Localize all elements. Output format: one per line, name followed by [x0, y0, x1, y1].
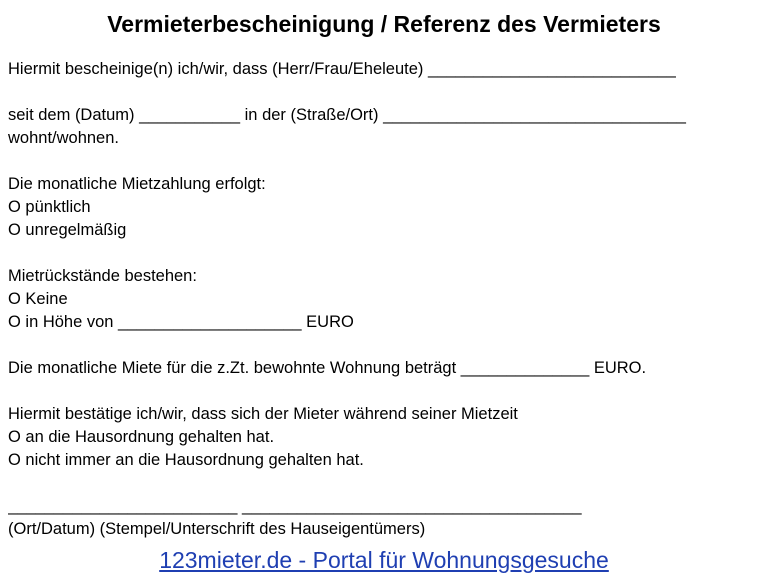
spacer	[8, 472, 760, 495]
document-title: Vermieterbescheinigung / Referenz des Vermieters	[107, 11, 661, 37]
spacer	[8, 380, 760, 403]
arrears-heading: Mietrückstände bestehen:	[8, 267, 197, 285]
option-rules-kept: O an die Hausordnung gehalten hat.	[8, 428, 275, 446]
residence-statement: wohnt/wohnen.	[8, 129, 119, 147]
document-body	[8, 58, 760, 541]
signature-caption: (Ort/Datum) (Stempel/Unterschrift des Hauseigentümers)	[8, 520, 426, 538]
option-rules-not-kept: O nicht immer an die Hausordnung gehalten hat.	[8, 451, 364, 469]
footer-portal-link[interactable]: 123mieter.de - Portal für Wohnungsgesuche	[159, 547, 609, 573]
option-arrears-amount: O in Höhe von ____________________ EURO	[8, 313, 354, 331]
option-irregular: O unregelmäßig	[8, 221, 127, 239]
residence-since-line: seit dem (Datum) ___________ in der (Straße/Ort) _________________________________	[8, 106, 686, 124]
spacer	[8, 242, 760, 265]
house-rules-heading: Hiermit bestätige ich/wir, dass sich der Mieter während seiner Mietzeit	[8, 405, 518, 423]
spacer	[8, 334, 760, 357]
tenant-name-line: Hiermit bescheinige(n) ich/wir, dass (Herr/Frau/Eheleute) ___________________________	[8, 60, 676, 78]
signature-lines: _________________________ _____________________________________	[8, 497, 582, 515]
rent-payment-heading: Die monatliche Mietzahlung erfolgt:	[8, 175, 266, 193]
monthly-rent-line: Die monatliche Miete für die z.Zt. bewohnte Wohnung beträgt ______________ EURO.	[8, 359, 647, 377]
spacer	[8, 150, 760, 173]
option-no-arrears: O Keine	[8, 290, 68, 308]
option-punctual: O pünktlich	[8, 198, 91, 216]
spacer	[8, 81, 760, 104]
